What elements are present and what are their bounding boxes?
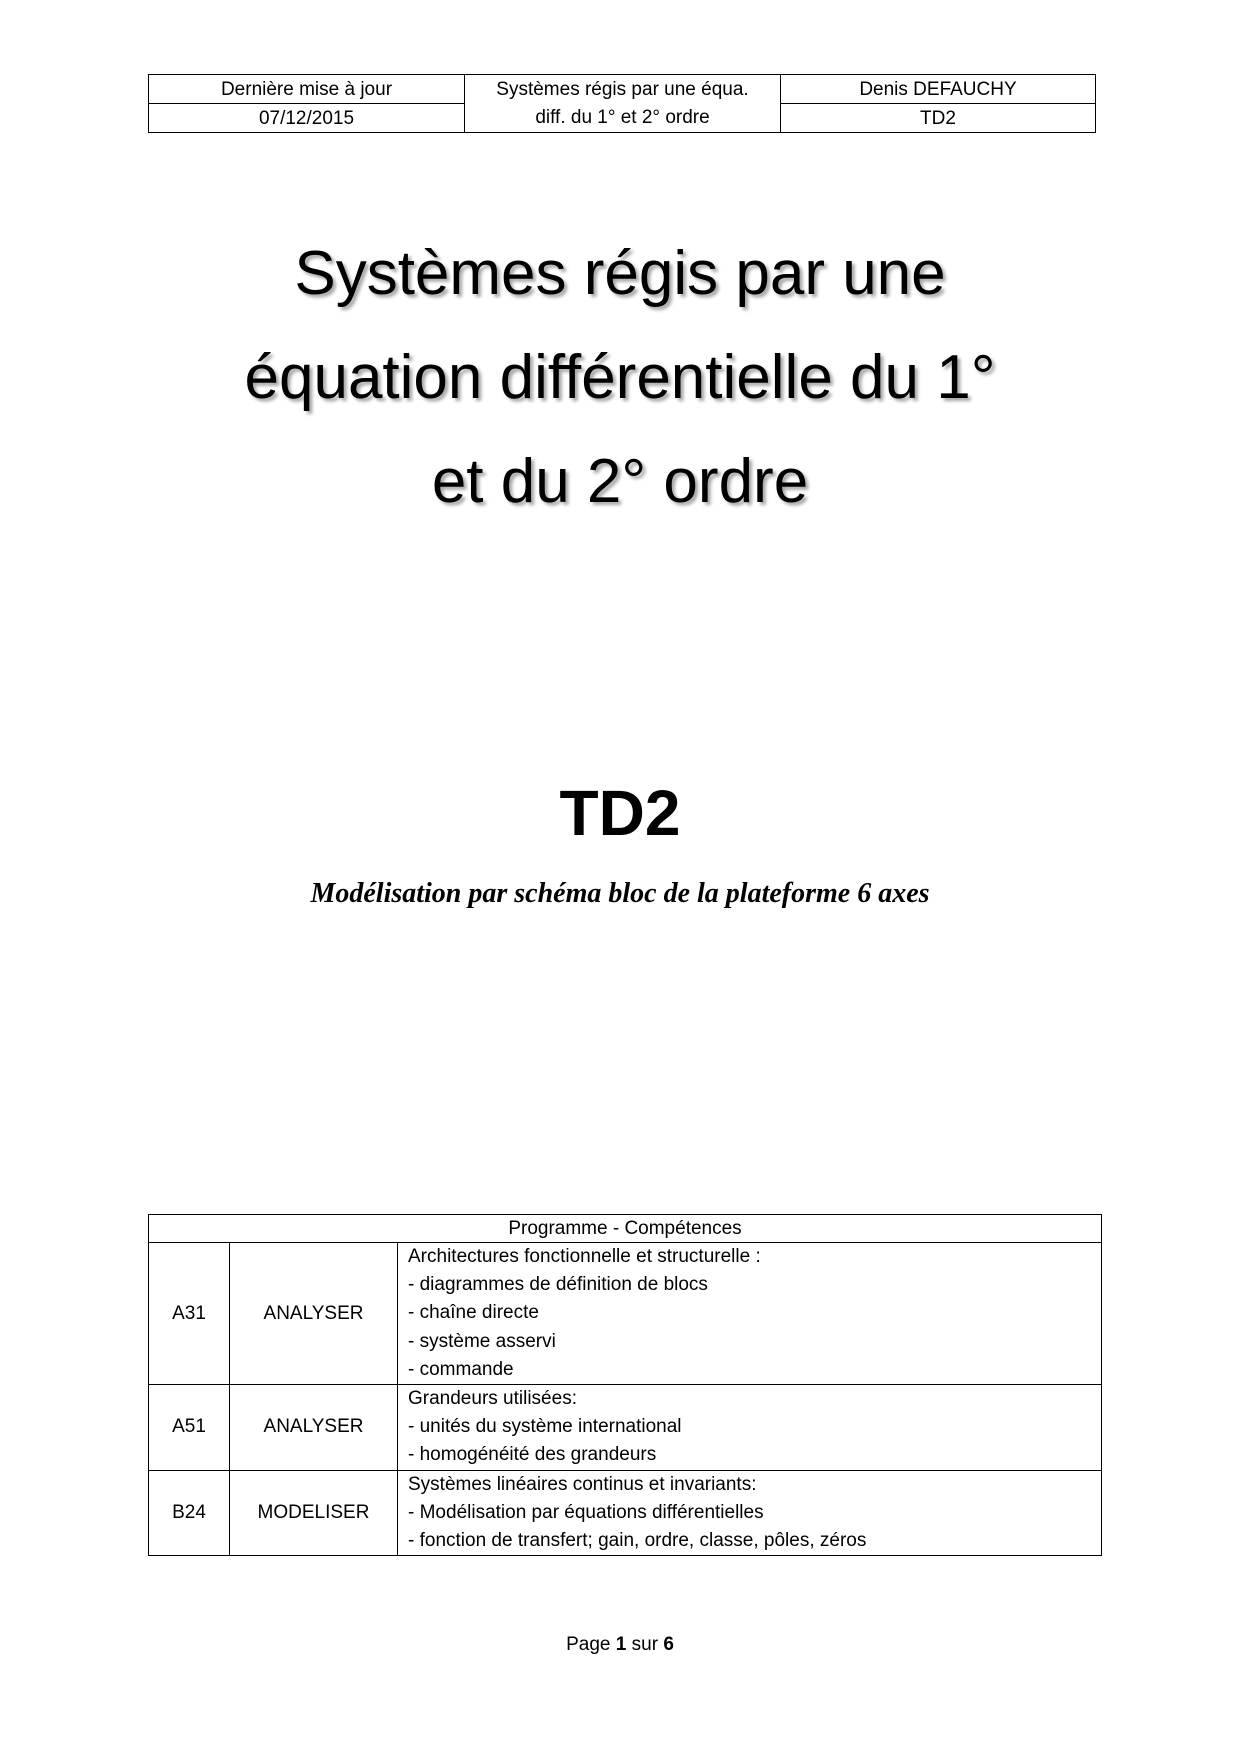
page-current: 1	[615, 1634, 627, 1655]
competence-domain: MODELISER	[230, 1470, 398, 1556]
description-line: - Modélisation par équations différentielles	[408, 1501, 764, 1523]
competences-table	[148, 1214, 1102, 1556]
competence-description	[398, 1470, 1102, 1556]
header-doc-code: TD2	[781, 104, 1096, 133]
title-line-3: et du 2° ordre	[431, 447, 809, 516]
competence-code: B24	[149, 1470, 230, 1556]
competence-description	[398, 1243, 1102, 1385]
description-line: - commande	[408, 1358, 514, 1380]
description-line: - diagrammes de définition de blocs	[408, 1274, 708, 1296]
page-separator: sur	[631, 1634, 659, 1655]
description-line: Systèmes linéaires continus et invariants:	[408, 1473, 757, 1495]
header-subject-line1: Systèmes régis par une équa.	[496, 78, 749, 100]
description-line: - fonction de transfert; gain, ordre, classe, pôles, zéros	[408, 1530, 867, 1552]
table-row	[149, 1243, 1102, 1385]
competence-code: A51	[149, 1385, 230, 1471]
page-footer	[0, 1634, 1240, 1656]
document-title	[120, 222, 1120, 534]
table-row	[149, 1470, 1102, 1556]
competences-heading: Programme - Compétences	[149, 1215, 1102, 1243]
header-table	[148, 74, 1096, 133]
description-line: Grandeurs utilisées:	[408, 1388, 577, 1410]
page-label: Page	[566, 1634, 611, 1655]
table-row	[149, 1385, 1102, 1471]
description-line: - système asservi	[408, 1330, 556, 1352]
competence-code: A31	[149, 1243, 230, 1385]
header-author: Denis DEFAUCHY	[781, 75, 1096, 104]
page-total: 6	[663, 1634, 674, 1655]
description-line: - unités du système international	[408, 1416, 682, 1438]
competence-domain: ANALYSER	[230, 1385, 398, 1471]
competence-domain: ANALYSER	[230, 1243, 398, 1385]
description-line: - homogénéité des grandeurs	[408, 1444, 657, 1466]
description-line: - chaîne directe	[408, 1302, 539, 1324]
last-update-date: 07/12/2015	[149, 104, 465, 133]
title-line-1: Systèmes régis par une	[294, 239, 946, 308]
header-subject-line2: diff. du 1° et 2° ordre	[535, 106, 710, 128]
description-line: Architectures fonctionnelle et structurelle :	[408, 1246, 761, 1267]
document-subtitle: Modélisation par schéma bloc de la plateforme 6 axes	[310, 878, 930, 909]
title-line-2: équation différentielle du 1°	[244, 343, 996, 412]
last-update-label: Dernière mise à jour	[149, 75, 465, 104]
td-code: TD2	[559, 777, 681, 849]
header-subject	[465, 75, 781, 133]
competence-description	[398, 1385, 1102, 1471]
